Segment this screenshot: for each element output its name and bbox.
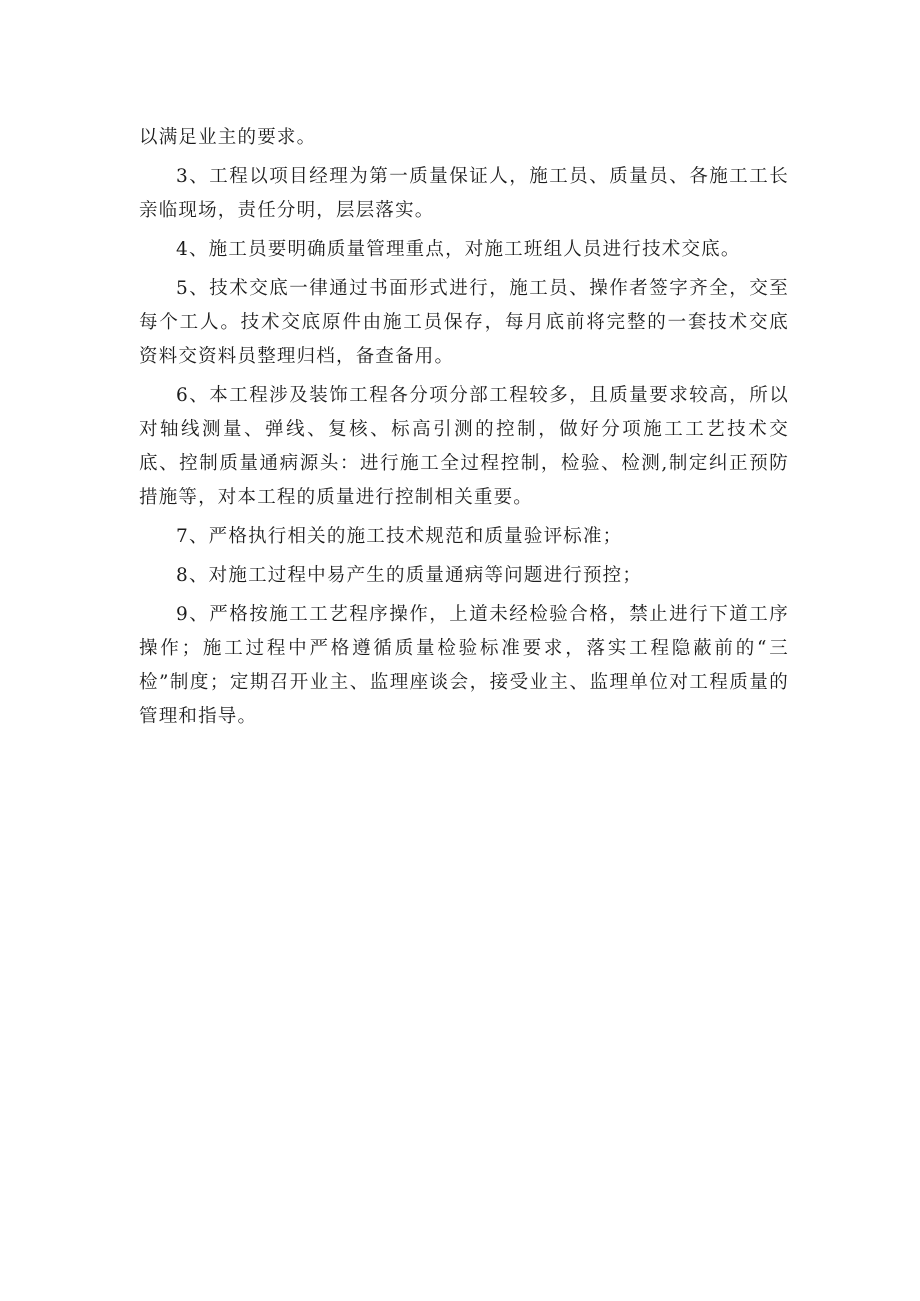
paragraph-item-3: 3、工程以项目经理为第一质量保证人，施工员、质量员、各施工工长亲临现场，责任分明，层层落实。 xyxy=(139,166,789,221)
document-body xyxy=(139,121,789,739)
paragraph-item-5: 5、技术交底一律通过书面形式进行，施工员、操作者签字齐全，交至每个工人。技术交底原件由施工员保存，每月底前将完整的一套技术交底资料交资料员整理归档，备查备用。 xyxy=(139,278,789,367)
paragraph-item-6: 6、本工程涉及装饰工程各分项分部工程较多，且质量要求较高，所以对轴线测量、弹线、复核、标高引测的控制，做好分项施工工艺技术交底、控制质量通病源头：进行施工全过程控制，检验、检测,制定纠正预防措施等，对本工程的质量进行控制相关重要。 xyxy=(139,385,789,508)
paragraph-item-7: 7、严格执行相关的施工技术规范和质量验评标准； xyxy=(176,526,623,547)
paragraph-continuation: 以满足业主的要求。 xyxy=(139,127,317,148)
paragraph-item-9: 9、严格按施工工艺程序操作，上道未经检验合格，禁止进行下道工序操作；施工过程中严格遵循质量检验标准要求，落实工程隐蔽前的“三检”制度；定期召开业主、监理座谈会，接受业主、监理单位对工程质量的管理和指导。 xyxy=(139,604,789,727)
paragraph-item-8: 8、对施工过程中易产生的质量通病等问题进行预控； xyxy=(176,565,643,586)
paragraph-item-4: 4、施工员要明确质量管理重点，对施工班组人员进行技术交底。 xyxy=(176,239,741,260)
